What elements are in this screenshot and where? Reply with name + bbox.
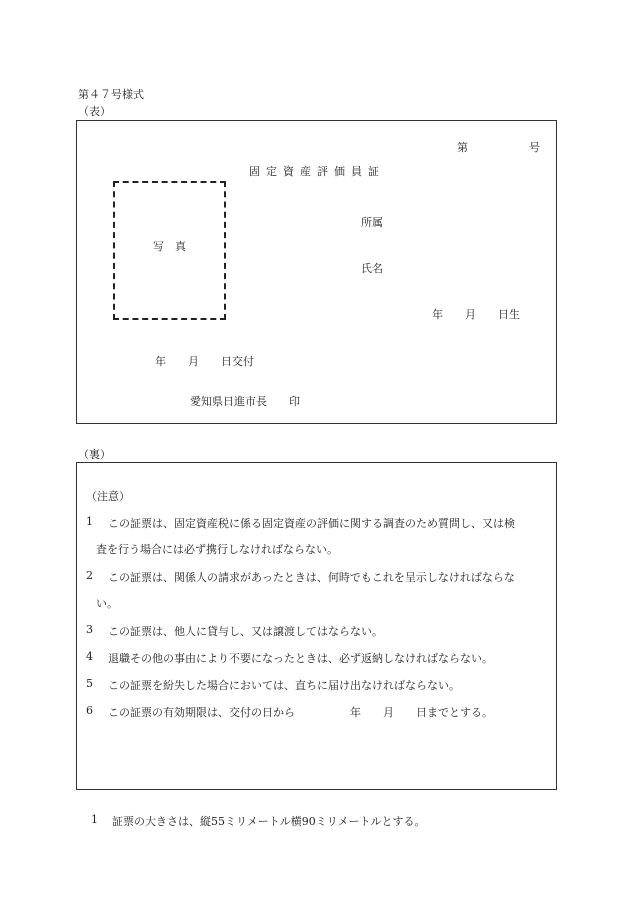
affiliation-label: 所属 [361,216,383,229]
notes-heading: （注意） [86,490,130,503]
note-number: 5 [86,677,93,690]
note-number: 2 [86,569,93,582]
note-number: 1 [86,515,93,528]
footnote-number: 1 [91,813,98,826]
note-text: この証票は、関係人の請求があったときは、何時でもこれを呈示しなければならな [108,571,515,584]
issue-date: 年 月 日交付 [155,355,254,368]
note-number: 6 [86,704,93,717]
front-card [76,120,557,424]
number-suffix: 号 [529,141,540,154]
issuer: 愛知県日進市長 印 [190,395,300,408]
photo-label: 写 真 [153,240,186,253]
note-text-continued: い。 [96,597,118,610]
front-label: （表） [78,105,111,118]
note-text: この証票は、他人に貸与し、又は譲渡してはならない。 [108,625,383,638]
footnote-text: 証票の大きさは、縦55ミリメートル横90ミリメートルとする。 [112,815,426,828]
note-text: この証票の有効期限は、交付の日から 年 月 日までとする。 [108,706,493,719]
back-label: （裏） [78,448,111,461]
photo-area [113,181,226,320]
birth-date: 年 月 日生 [432,308,520,321]
name-label: 氏名 [361,262,383,275]
note-text-continued: 査を行う場合には必ず携行しなければならない。 [96,543,338,556]
note-number: 3 [86,623,93,636]
number-prefix: 第 [457,141,468,154]
form-title: 第４７号様式 [78,88,144,101]
note-text: 退職その他の事由により不要になったときは、必ず返納しなければならない。 [108,652,493,665]
note-text: この証票を紛失した場合においては、直ちに届け出なければならない。 [108,679,460,692]
note-text: この証票は、固定資産税に係る固定資産の評価に関する調査のため質問し、又は検 [108,517,515,530]
note-number: 4 [86,650,93,663]
card-title: 固定資産評価員証 [249,165,385,178]
